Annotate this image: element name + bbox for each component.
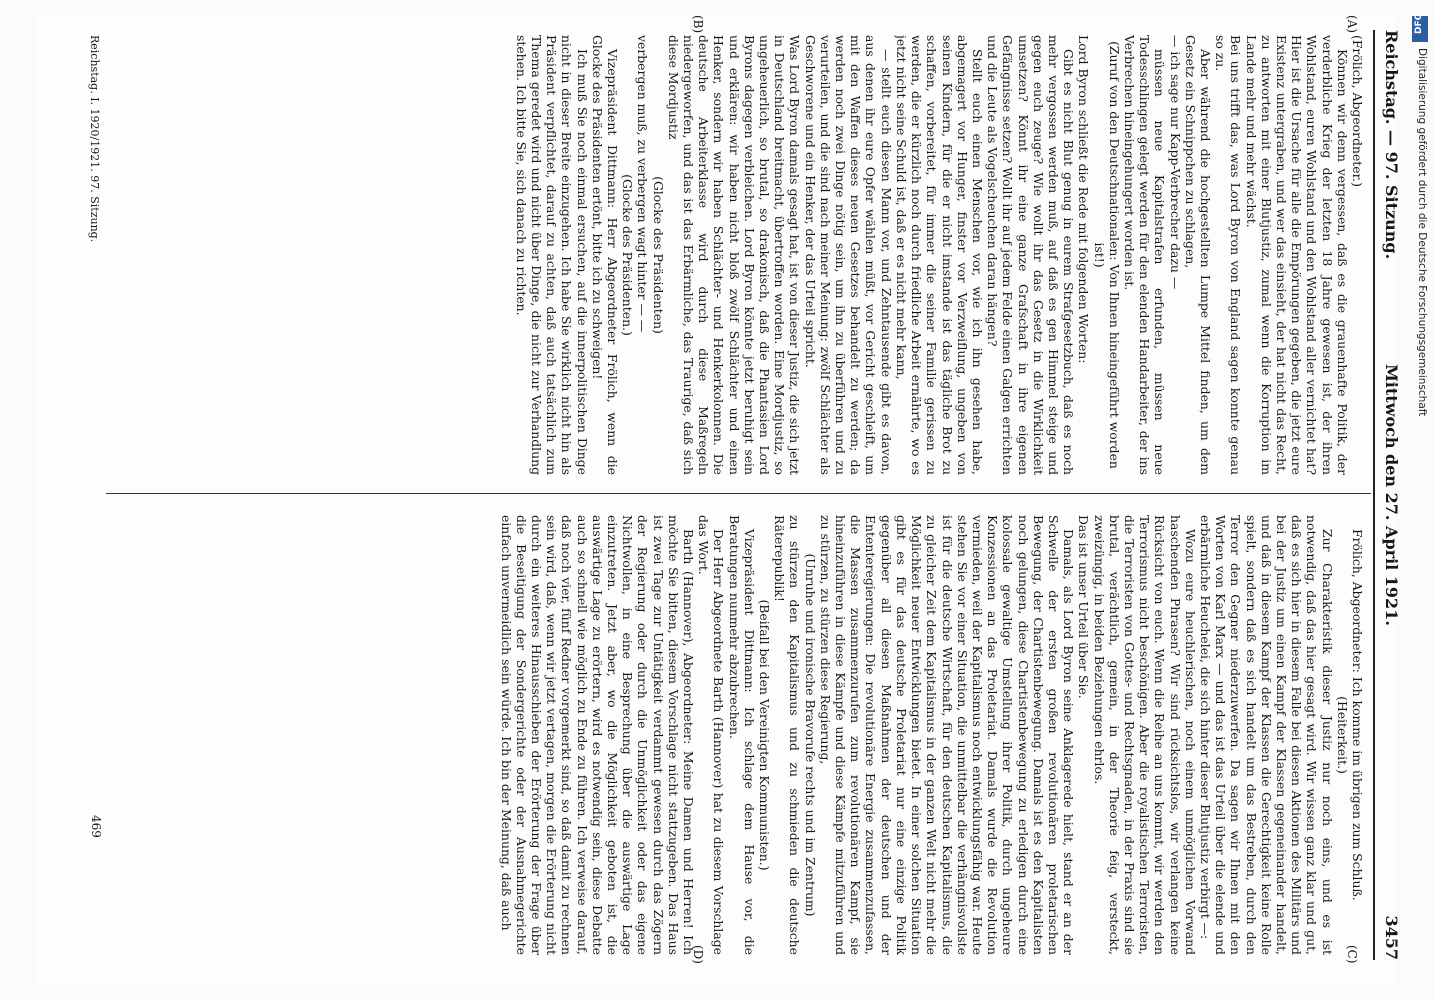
paragraph: Aber während die hochgestellten Lumpe Mittel finden, um dem Gesetz ein Schnippchen zu schlagen,	[1182, 35, 1213, 475]
paragraph: Können wir denn vergessen, daß es die grauenhafte Politik, der verderbliche Krieg der letzten 18 Jahre gewesen ist, der ihren Wohlstand, euren Wohlstand und den Wohlstand aller vernichtet hat? Hier ist die Ursache für alle die Empörungen gegeben, die jetzt eure Existenz untergraben, und wer das einsieht, der hat nicht das Recht, zu antworten mit einer Blutjustiz, zumal wenn die Korruption im Lande mehr und mehr wächst.	[1243, 35, 1350, 475]
page-header	[1377, 30, 1405, 960]
paragraph: Ich muß Sie noch einmal ersuchen, auf die innerpolitischen Dinge nicht in dieser Breite einzugehen. Ich habe Sie wirklich nicht hin als Präsident verpflichtet, darauf zu achten, daß auch tatsächlich zum Thema geredet wird und nicht über Dinge, die nicht zur Verhandlung stehen. Ich bitte Sie, sich danach zu richten.	[513, 35, 590, 475]
speaker-paragraph: Barth (Hannover), Abgeordneter: Meine Damen und Herren! Ich möchte Sie bitten, diesem Vorschlage nicht stattzugeben. Das Haus ist zwei Tage zur Untätigkeit verdammt gewesen durch das Zögern der Regierung oder durch die Unmöglichkeit oder das eigene Nichtwollen, in eine Besprechung über die auswärtige Lage einzutreten. Jetzt aber, wo die Möglichkeit geboten ist, die auswärtige Lage zu erörtern, wird es notwendig sein, diese Debatte auch so schnell wie möglich zu Ende zu führen. Ich verweise darauf, daß noch vier, fünf Redner vorgemerkt sind, so daß damit zu rechnen sein wird, daß, wenn wir jetzt vertagen, morgen die Erörterung nicht durch ein weiteres Hinausschieben der Erörterung der Frage über die Beseitigung der Sondergerichte oder der Ausnahmegerichte einfach unvermeidlich sein würde. Ich bin der Meinung, daß auch	[498, 515, 697, 955]
margin-marker-a: (A)	[1345, 15, 1359, 34]
header-rule	[1373, 30, 1375, 960]
quotation: — stellt euch diesen Mann vor, und Zehntausende gibt es davon, aus denen ihr eure Opfer wählen müßt, vor Gericht geschleift, um mit den Waffen dieses neuen Gesetzes behandelt zu werden; da werden noch zwei Dinge nötig sein, um ihn zu überführen und zu verurteilen, und die sind nach meiner Meinung: zwölf Schlächter als Geschworene und ein Henker, der das Urteil spricht.	[802, 35, 894, 475]
header-center: Mittwoch den 27. April 1921.	[1382, 364, 1401, 626]
interjection: (Heiterkeit.)	[1334, 696, 1350, 774]
dfg-watermark	[1410, 8, 1432, 993]
left-column	[105, 35, 1365, 475]
margin-marker-c: (C)	[1345, 945, 1359, 964]
interjection: (Unruhe und ironische Bravorufe rechts und im Zentrum)	[802, 553, 818, 917]
paragraph: (Frölich, Abgeordneter.)	[1350, 35, 1365, 187]
footer-left: Reichstag. I. 1920/1921. 97. Sitzung.	[88, 35, 101, 243]
paragraph: zu stürzen den Kapitalismus und zu schmieden die deutsche Räterepublik!	[772, 515, 803, 955]
speaker-paragraph: Frölich, Abgeordneter: Ich komme im übrigen zum Schluß.	[1350, 529, 1365, 901]
paragraph: Lord Byron schließt die Rede mit folgenden Worten:	[1076, 35, 1092, 364]
dfg-logo-icon	[1412, 12, 1428, 42]
dfg-logo-text: DFG	[1414, 12, 1424, 34]
paragraph: müssen neue Kapitalstrafen erfunden, müssen neue Todesschlingen gelegt werden für den elenden Handarbeiter, der ins Verbrechen hineingehungert worden ist.	[1121, 35, 1168, 475]
speaker-paragraph: Vizepräsident Dittmann: Herr Abgeordneter Frölich, wenn die Glocke des Präsidenten ertönt, bitte ich zu schweigen!	[589, 35, 621, 475]
speaker-paragraph: Vizepräsident Dittmann: Ich schlage dem Hause vor, die Beratungen nunmehr abzubrechen.	[726, 515, 757, 955]
paragraph: Das ist unser Urteil über Sie.	[1076, 515, 1092, 699]
rotated-page-content	[45, 15, 1405, 975]
interjection: (Zuruf von den Deutschnationalen: Von Ihnen hineingeführt worden ist!)	[1091, 41, 1122, 469]
interjection: (Glocke des Präsidenten.)	[620, 174, 636, 336]
paragraph: Damals, als Lord Byron seine Anklagerede hielt, stand er an der Schwelle der ersten großen revolutionären proletarischen Bewegung, der Chartistenbewegung. Damals ist es den Kapitalisten noch gelungen, diese Chartistenbewegung zu erledigen durch eine kolossale gewaltige Umstellung ihrer Politik, durch ungeheure Konzessionen an das Proletariat. Damals wurde die Revolution vermieden, weil der Kapitalismus noch entwicklungsfähig war. Heute stehen Sie vor einer Situation, die unmittelbar die verhängnisvollste ist für die deutsche Wirtschaft, für den deutschen Kapitalismus, die zu gleicher Zeit dem Kapitalismus in der ganzen Welt nicht mehr die Möglichkeit neuer Entwicklungen bietet. In einer solchen Situation gibt es für das deutsche Proletariat nur eine einzige Politik gegenüber all diesen Maßnahmen der deutschen und der Ententeregierungen: Die revolutionäre Energie zusammenzufassen, die Massen zusammenzurufen zum revolutionären Kampf, sie hineinzuführen in diese Kämpfe und diese Kämpfe mitzuführen und zu stürzen, zu stürzen diese Regierung,	[817, 515, 1077, 955]
quotation: Stellt euch einen Menschen vor, wie ich ihn gesehen habe, abgemagert vor Hunger, finster vor Verzweiflung, ungeben von seinen Kindern, für die er nicht imstande ist das tägliche Brot zu schaffen, vorbereitet, für immer die seiner Familie gerissen zu werden, die er kürzlich noch durch friedliche Arbeit ernährte, wo es jetzt nicht seine Schuld ist, daß er es nicht mehr kann,	[893, 35, 985, 475]
margin-marker-d: (D)	[691, 945, 705, 964]
scanned-page	[35, 15, 1401, 985]
quotation: Gibt es nicht Blut genug in eurem Strafgesetzbuch, daß es noch mehr vergossen werden muß, auf daß es gen Himmel steige und gegen euch zeuge? Wie wollt ihr das Gesetz in die Wirklichkeit umsetzen? Könnt ihr eine ganze Grafschaft in ihre eigenen Gefängnisse setzen? Wollt ihr auf jedem Felde einen Galgen errichten und die Leute als Vogelscheuchen daran hängen?	[985, 35, 1077, 475]
watermark-text: Digitalisierung gefördert durch die Deutsche Forschungsgemeinschaft	[1416, 48, 1428, 417]
paragraph: Was Lord Byron damals gesagt hat, ist von dieser Justiz, die sich jetzt in Deutschland breitmacht, übertroffen worden. Eine Mordjustiz, so ungeheuerlich, so brutal, so drakonisch, daß die Phantasien Lord Byrons dagegen verbleichen. Lord Byron könnte jetzt beruhigt sein und erklären: wir haben nicht bloß zwölf Schlächter und einen Henker, sondern wir haben Schlächter- und Henkerkolonnen. Die deutsche Arbeiterklasse wird durch diese Maßregeln niedergeworfen, und das ist das Erbärmliche, das Traurige, daß sich diese Mordjustiz	[665, 35, 803, 475]
paragraph: — ich sage nur Kapp-Verbrecher dazu —	[1167, 35, 1183, 290]
interjection: (Glocke des Präsidenten)	[650, 176, 666, 334]
footer-page-number: 469	[89, 815, 103, 838]
header-page-number: 3457	[1382, 915, 1401, 960]
paragraph: Zur Charakteristik dieser Justiz nur noch eins, und es ist notwendig, daß das hier gesagt wird. Wir wissen ganz klar und gut, daß es sich hier in diesem Falle bei diesen Aktionen des Militärs und bei der Justiz um einen Kampf der Klassen gegeneinander handelt, und daß in diesem Kampf der Klassen die Gerechtigkeit keine Rolle spielt, sondern daß es sich handelt um das Bestreben, durch den Terror den Gegner niederzuwerfen. Da sagen wir Ihnen mit den Worten von Karl Marx — und das ist das Urteil über die elende und erbärmliche Heuchelei, die sich hinter dieser Blutjustiz verbirgt —:	[1197, 515, 1335, 955]
quotation: Wozu eure heuchlerischen, noch einem unmöglichen Vorwand haschenden Phrasen? Wir sind rücksichtslos, wir verlangen keine Rücksicht von euch. Wenn die Reihe an uns kommt, wir werden den Terrorismus nicht beschönigen. Aber die royalistischen Terroristen, die Terroristen von Gottes- und Rechtsgnaden, in der Praxis sind sie brutal, verächtlich, gemein, in der Theorie feig, versteckt, zweizüngig, in beiden Beziehungen ehrlos.	[1091, 515, 1198, 955]
column-divider	[106, 493, 1371, 494]
header-left: Reichstag. — 97. Sitzung.	[1382, 30, 1401, 260]
interjection: (Beifall bei den Vereinigten Kommunisten.)	[757, 599, 773, 871]
right-column	[105, 515, 1365, 955]
paragraph: Bei uns trifft das, was Lord Byron von England sagen konnte genau so zu.	[1213, 35, 1244, 475]
margin-marker-b: (B)	[691, 15, 705, 34]
paragraph: verbergen muß, zu verbergen wagt hinter — —	[635, 35, 651, 333]
paragraph: Der Herr Abgeordnete Barth (Hannover) hat zu diesem Vorschlage das Wort.	[696, 515, 727, 955]
